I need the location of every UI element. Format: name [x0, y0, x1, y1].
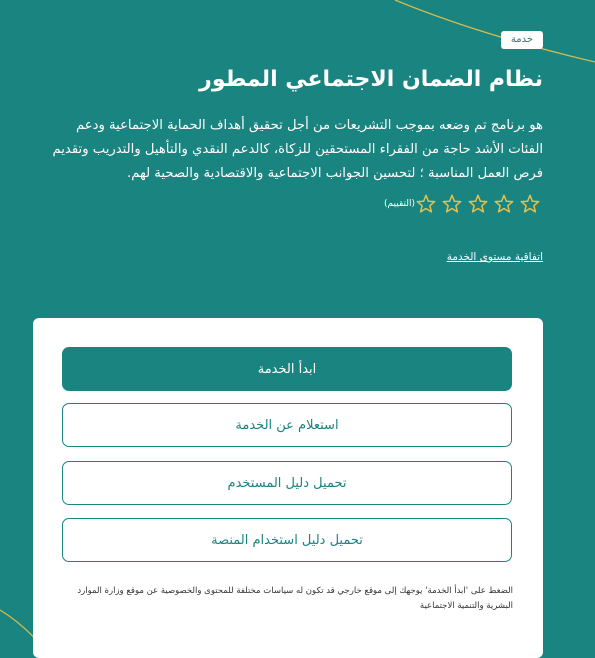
rating-row [370, 193, 541, 215]
service-inquiry-button[interactable]: استعلام عن الخدمة [62, 403, 512, 447]
service-actions-card [33, 318, 543, 658]
rating-stars[interactable] [415, 193, 541, 215]
rating-label: (التقييم) [384, 199, 415, 209]
star-icon[interactable] [493, 193, 515, 215]
service-badge: خدمة [501, 31, 543, 49]
star-icon[interactable] [519, 193, 541, 215]
page-title: نظام الضمان الاجتماعي المطور [199, 67, 543, 92]
star-icon[interactable] [467, 193, 489, 215]
start-service-button[interactable]: ابدأ الخدمة [62, 347, 512, 391]
star-icon[interactable] [415, 193, 437, 215]
download-platform-guide-button[interactable]: تحميل دليل استخدام المنصة [62, 518, 512, 562]
download-user-guide-button[interactable]: تحميل دليل المستخدم [62, 461, 512, 505]
service-description: هو برنامج تم وضعه بموجب التشريعات من أجل تحقيق أهداف الحماية الاجتماعية ودعم الفئات الأشد حاجة من الفقراء المستحقين للزكاة، كالدعم النقدي والتأهيل والتدريب وتقديم فرص العمل المناسبة ؛ لتحسين الجوانب الاجتماعية والاقتصادية والصحية لهم. [52, 118, 543, 181]
sla-link[interactable]: اتفاقية مستوى الخدمة [446, 251, 543, 263]
star-icon[interactable] [441, 193, 463, 215]
external-site-disclaimer: الضغط على 'ابدأ الخدمة' يوجهك إلى موقع خارجي قد تكون له سياسات مختلفة للمحتوى والخصوصية عن موقع وزارة الموارد البشرية والتنمية الاجتماعية [77, 586, 513, 611]
